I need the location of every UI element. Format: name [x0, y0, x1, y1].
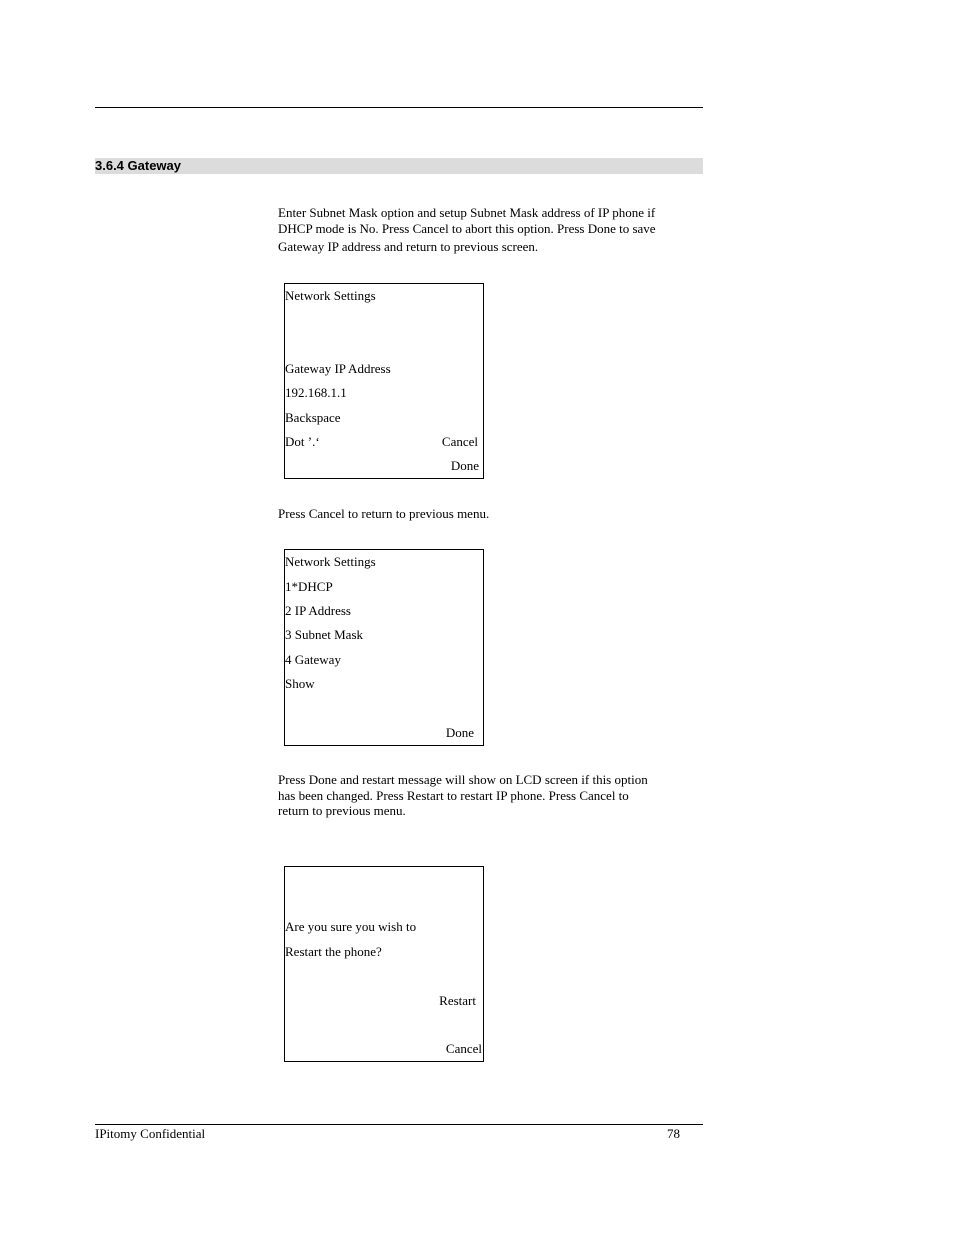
done-softkey[interactable]: Done [450, 458, 479, 473]
dot-softkey[interactable]: Dot ’.‘ [285, 434, 320, 449]
paragraph-line: return to previous menu. [278, 803, 406, 818]
lcd-screen-restart-confirm [284, 866, 484, 1062]
lcd-screen-network-menu [284, 549, 484, 746]
cancel-paragraph: Press Cancel to return to previous menu. [278, 506, 490, 521]
confirm-line-1: Are you sure you wish to [285, 919, 417, 934]
lcd-screen-gateway-entry [284, 283, 484, 479]
paragraph-line: Gateway IP address and return to previous screen. [278, 239, 539, 254]
section-heading: 3.6.4 Gateway [95, 158, 181, 173]
backspace-softkey[interactable]: Backspace [285, 410, 341, 425]
page-number: 78 [667, 1126, 680, 1141]
section-heading-bar [95, 158, 703, 174]
paragraph-line: Enter Subnet Mask option and setup Subnet Mask address of IP phone if [278, 205, 656, 220]
cancel-softkey[interactable]: Cancel [441, 434, 478, 449]
confirm-line-2: Restart the phone? [285, 944, 382, 959]
restart-softkey[interactable]: Restart [439, 993, 476, 1008]
gateway-ip-label: Gateway IP Address [285, 361, 391, 376]
screen-title: Network Settings [285, 288, 376, 303]
restart-paragraph [278, 772, 678, 819]
menu-item-dhcp[interactable]: 1*DHCP [285, 579, 333, 594]
menu-item-ip-address[interactable]: 2 IP Address [285, 603, 351, 618]
paragraph-line: has been changed. Press Restart to restart IP phone. Press Cancel to [278, 788, 629, 803]
menu-item-subnet-mask[interactable]: 3 Subnet Mask [285, 627, 363, 642]
paragraph-line: DHCP mode is No. Press Cancel to abort this option. Press Done to save [278, 221, 656, 236]
show-softkey[interactable]: Show [285, 676, 315, 691]
footer-rule [95, 1124, 703, 1125]
footer-confidential: IPitomy Confidential [95, 1126, 206, 1141]
header-rule [95, 107, 703, 108]
gateway-ip-value: 192.168.1.1 [285, 385, 347, 400]
done-softkey[interactable]: Done [445, 725, 474, 740]
intro-paragraph [278, 205, 678, 256]
screen-title: Network Settings [285, 554, 376, 569]
paragraph-line: Press Done and restart message will show on LCD screen if this option [278, 772, 648, 787]
menu-item-gateway[interactable]: 4 Gateway [285, 652, 341, 667]
cancel-softkey[interactable]: Cancel [445, 1041, 482, 1056]
